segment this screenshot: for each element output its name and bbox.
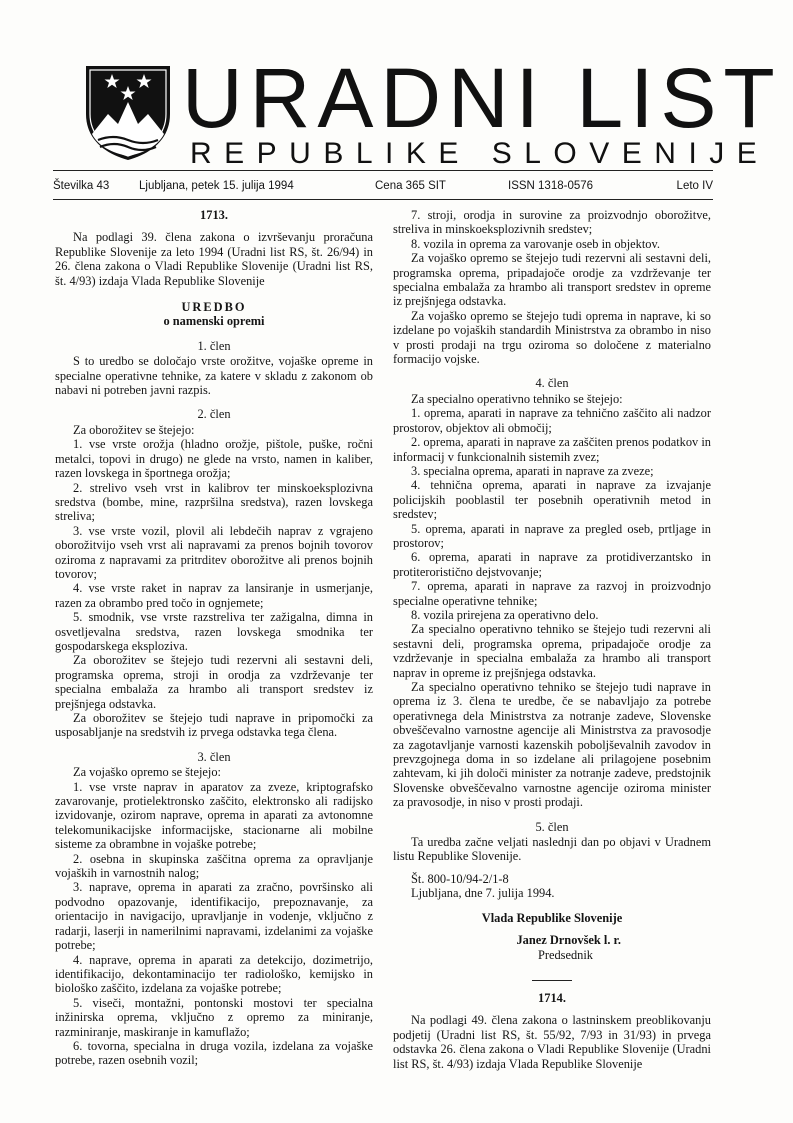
list-item: 3. vse vrste vozil, plovil ali lebdečih naprav z vgrajeno oborožitvijo vseh vrst ali napravami za prenos bojnih tovorov oziroma z napravami za pritrditev oborožitve ali prenos bojnih tovorov; — [55, 523, 373, 581]
coat-of-arms-icon — [78, 62, 178, 162]
list-item: 5. smodnik, vse vrste razstreliva ter zažigalna, dimna in osvetljevalna sredstva, razen lovskega smodnika ter gospodarskega eksploziva. — [55, 610, 373, 653]
article-paragraph: Za specialno operativno tehniko se štejejo: — [411, 391, 623, 406]
signer-name: Janez Drnovšek l. r. — [516, 933, 621, 948]
list-item: 5. oprema, aparati in naprave za pregled oseb, prtljage in prostorov; — [393, 521, 711, 550]
list-item: 7. oprema, aparati in naprave za razvoj in proizvodnjo specialne operativne tehnike; — [393, 579, 711, 608]
list-item: 8. vozila in oprema za varovanje oseb in objektov. — [411, 236, 660, 251]
list-item: 3. specialna oprema, aparati in naprave za zveze; — [411, 463, 654, 478]
issue-place-date: Ljubljana, petek 15. julija 1994 — [139, 180, 294, 192]
list-item: 3. naprave, oprema in aparati za zračno, površinsko ali podvodno opazovanje, identifikacijo, prepoznavanje, za orientacijo in navigacijo, upravljanje in vodenje, vključno z radarji, laserji in namerilnimi napravami, izdelanimi za vojaške potrebe; — [55, 880, 373, 953]
act-subtitle: o namenski opremi — [163, 314, 265, 329]
article-heading: 4. člen — [535, 376, 569, 391]
list-item: 1. vse vrste orožja (hladno orožje, pištole, puške, ročni metalci, topovi in drugo) ne glede na vrsto, namen in kaliber, razen lovskega in športnega orožja; — [55, 437, 373, 481]
article-paragraph: Za oborožitev se štejejo tudi naprave in pripomočki za usposabljanje na sredstvih iz prvega odstavka tega člena. — [55, 711, 373, 740]
article-paragraph: Ta uredba začne veljati naslednji dan po objavi v Uradnem listu Republike Slovenije. — [393, 835, 711, 864]
list-item: 7. stroji, orodja in surovine za proizvodnjo oborožitve, streliva in minskoeksplozivnih sredstev; — [393, 208, 711, 237]
list-item: 4. vse vrste raket in naprav za lansiranje in usmerjanje, razen za obrambo pred točo in ognjemete; — [55, 581, 373, 610]
list-item: 2. osebna in skupinska zaščitna oprema za opravljanje vojaških in varnostnih nalog; — [55, 851, 373, 881]
act-preamble: Na podlagi 49. člena zakona o lastninskem preoblikovanju podjetij (Uradni list RS, št. 55/92, 7/93 in 31/93) in prvega odstavka 26. člena zakona o Vladi Republike Slovenije (Uradni list RS, št. 4/93) izdaja Vlada Republike Slovenije — [393, 1013, 711, 1071]
left-column — [55, 208, 373, 1068]
act-number: 1714. — [538, 990, 566, 1005]
issuer-name: Vlada Republike Slovenije — [481, 910, 623, 925]
masthead-subtitle: REPUBLIKE SLOVENIJE — [190, 137, 770, 170]
right-column — [393, 208, 711, 1071]
issue-issn: ISSN 1318-0576 — [508, 180, 594, 192]
list-item: 2. oprema, aparati in naprave za zaščiten prenos podatkov in informacij v funkcionalnih sistemih zvez; — [393, 435, 711, 464]
header-rule-top — [53, 170, 713, 171]
masthead-title: URADNI LIST — [182, 51, 782, 145]
act-title: UREDBO — [181, 300, 247, 315]
list-item: 1. vse vrste naprav in aparatov za zveze, kriptografsko zavarovanje, protielektronsko zaščito, elektronsko ali radijsko izvidovanje, ozirom naprave, oprema in aparati za avtonomne telekomunikacijske informacijske, stacionarne ali mobilne sisteme za obrambne in vojaške potrebe; — [55, 779, 373, 852]
issue-price: Cena 365 SIT — [375, 180, 446, 192]
article-paragraph: Za oborožitev se štejejo tudi rezervni ali sestavni deli, programska oprema, stroji in orodja za vzdrževanje ter specialna embalaža za hrambo ali transport sredstev iz prejšnjega odstavka. — [55, 653, 373, 711]
list-item: 2. strelivo vseh vrst in kalibrov ter minskoeksplozivna sredstva (bombe, mine, razpršilna sredstva), razen lovskega streliva; — [55, 480, 373, 524]
act-preamble: Na podlagi 39. člena zakona o izvrševanju proračuna Republike Slovenije za leto 1994 (Uradni list RS, št. 26/94) in 26. člena zakona o Vladi Republike Slovenije (Uradni list RS, št. 4/93) izdaja Vlada Republike Slovenije — [55, 230, 373, 288]
article-heading: 1. člen — [197, 338, 231, 353]
act-date: Ljubljana, dne 7. julija 1994. — [411, 886, 555, 901]
article-heading: 2. člen — [197, 407, 231, 422]
list-item: 6. tovorna, specialna in druga vozila, izdelana za vojaške potrebe, razen osebnih vozil; — [55, 1038, 373, 1068]
article-paragraph: Za oborožitev se štejejo: — [73, 422, 195, 437]
issue-number: Številka 43 — [53, 180, 110, 192]
article-heading: 5. člen — [535, 819, 569, 834]
list-item: 6. oprema, aparati in naprave za protidiverzantsko in protiteroristično dejstvovanje; — [393, 550, 711, 579]
act-divider — [532, 980, 572, 981]
header-rule-bottom — [53, 199, 713, 200]
article-heading: 3. člen — [197, 749, 231, 764]
article-paragraph: Za vojaško opremo se štejejo: — [73, 765, 221, 780]
issue-year: Leto IV — [676, 180, 713, 192]
list-item: 8. vozila prirejena za operativno delo. — [411, 607, 599, 622]
article-paragraph: Za vojaško opremo se štejejo tudi rezervni ali sestavni deli, programska oprema, pripadajoče orodje za vzdrževanje ter specialna embalaža za hrambo ali transport sredstev in opreme iz prejšnjega odstavka. — [393, 251, 711, 309]
list-item: 4. naprave, oprema in aparati za detekcijo, dozimetrijo, identifikacijo, dekontaminacijo ter radiološko, kemijsko in biološko zaščito, izdelana za vojaške potrebe; — [55, 952, 373, 996]
article-paragraph: Za vojaško opremo se štejejo tudi oprema in naprave, ki so izdelane po vojaških standardih Ministrstva za obrambo in niso v prosti prodaji na trgu oziroma so določene z materialno formacijo vojske. — [393, 308, 711, 367]
list-item: 5. viseči, montažni, pontonski mostovi ter specialna inžinirska oprema, vključno z opremo za miniranje, razminiranje, maskiranje in kamuflažo; — [55, 995, 373, 1039]
list-item: 4. tehnična oprema, aparati in naprave za izvajanje policijskih pooblastil ter posebnih operativnih metod in sredstev; — [393, 478, 711, 522]
act-reference-number: Št. 800-10/94-2/1-8 — [411, 871, 509, 886]
issue-info-bar — [53, 178, 713, 194]
signer-role: Predsednik — [537, 947, 593, 962]
article-paragraph: Za specialno operativno tehniko se štejejo tudi naprave in oprema iz 3. člena te uredbe, če se nabavljajo za potrebe operativnega dela Ministrstva za notranje zadeve, Slovenske obveščevalno varnostne agencije ali Ministrstva za pravosodje za zagotavljanje varnosti kazenskih poboljševalnih zavodov in prevzgojnega doma in so izdelane ali prilagojene posebnim zahtevam, ki jih določi minister za notranje zadeve, predstojnik Slovenske obveščevalno varnostne agencije oziroma minister za pravosodje, in niso v prosti prodaji. — [393, 680, 711, 810]
article-paragraph: Za specialno operativno tehniko se štejejo tudi rezervni ali sestavni deli, programska oprema, pripadajoče orodje za vzdrževanje in specialna embalaža za hrambo ali transport naprav in opreme iz prejšnjega odstavka. — [393, 622, 711, 680]
article-paragraph: S to uredbo se določajo vrste orožitve, vojaške opreme in specialne operativne tehnike, za katere v skladu z zakonom ob nabavi ni potreben javni razpis. — [55, 354, 373, 398]
list-item: 1. oprema, aparati in naprave za tehnično zaščito ali nadzor prostorov, objektov ali območij; — [393, 406, 711, 435]
act-number: 1713. — [200, 208, 228, 222]
